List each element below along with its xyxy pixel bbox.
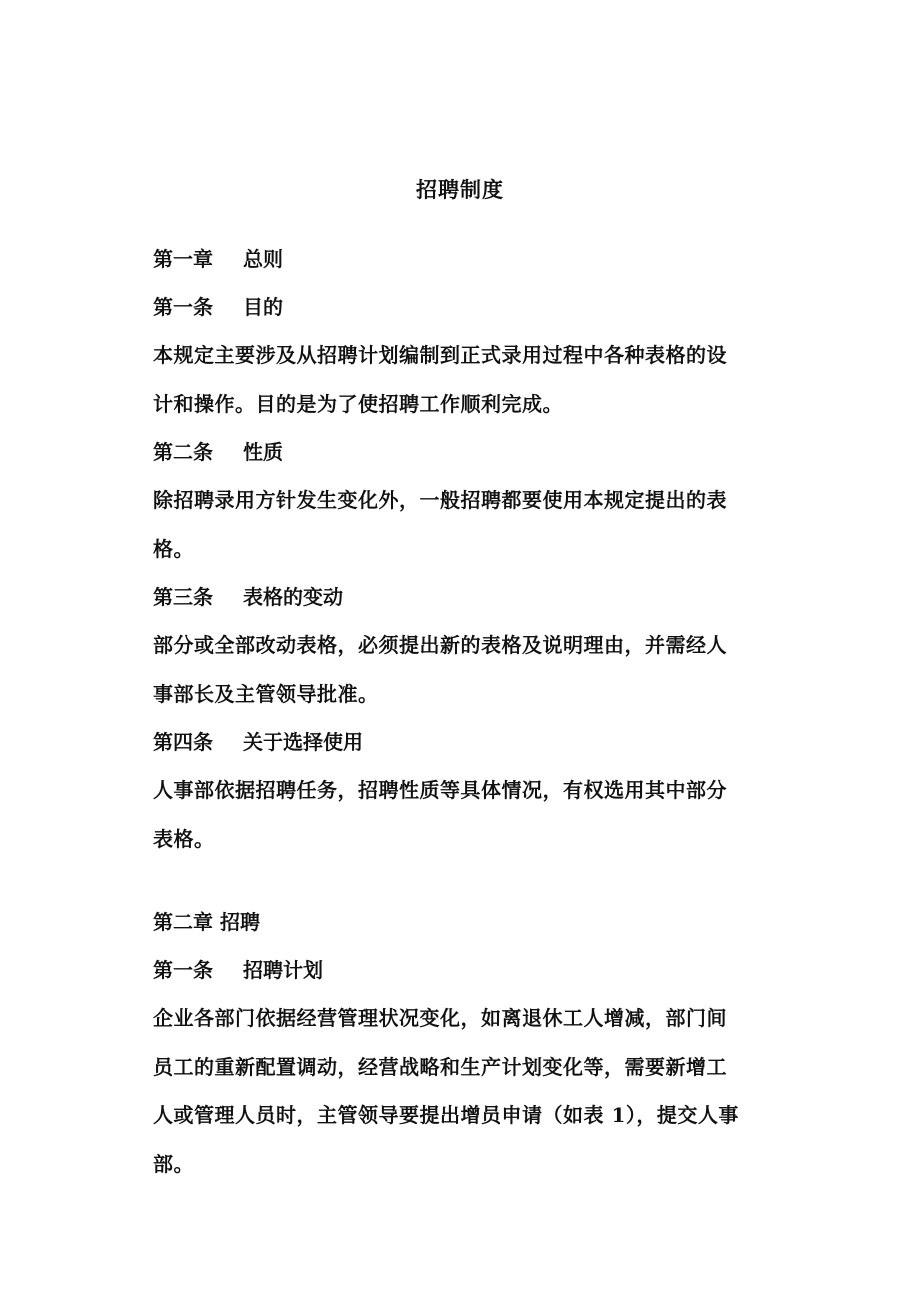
article-heading [153, 956, 323, 984]
paragraph-line: 企业各部门依据经营管理状况变化，如离退休工人增减，部门间 [153, 1006, 727, 1030]
article-number: 第二条 [153, 440, 213, 464]
chapter-1-heading [153, 245, 283, 273]
article-number: 第一条 [153, 958, 213, 982]
paragraph-line: 员工的重新配置调动，经营战略和生产计划变化等，需要新增工 [153, 1055, 727, 1079]
paragraph-line: 事部长及主管领导批准。 [153, 682, 379, 706]
paragraph-line: 格。 [153, 537, 194, 561]
article-heading [153, 438, 283, 466]
chapter-1-title: 总则 [243, 247, 283, 271]
paragraph-line: 除招聘录用方针发生变化外，一般招聘都要使用本规定提出的表 [153, 488, 727, 512]
article-number: 第四条 [153, 730, 213, 754]
article-title: 性质 [243, 440, 283, 464]
paragraph-line: 部分或全部改动表格，必须提出新的表格及说明理由，并需经人 [153, 633, 727, 657]
chapter-1-number: 第一章 [153, 247, 213, 271]
paragraph-line: 部。 [153, 1152, 194, 1176]
article-title: 招聘计划 [243, 958, 323, 982]
article-heading [153, 583, 343, 611]
article-title: 表格的变动 [243, 585, 343, 609]
article-number: 第一条 [153, 295, 213, 319]
document-title: 招聘制度 [416, 177, 504, 202]
article-heading [153, 293, 283, 321]
paragraph-line: 本规定主要涉及从招聘计划编制到正式录用过程中各种表格的设 [153, 343, 727, 367]
article-title: 目的 [243, 295, 283, 319]
article-title: 关于选择使用 [243, 730, 363, 754]
paragraph-line: 人或管理人员时，主管领导要提出增员申请（如表 1），提交人事 [153, 1103, 739, 1127]
paragraph-line: 计和操作。目的是为了使招聘工作顺利完成。 [153, 392, 563, 416]
paragraph-line: 人事部依据招聘任务，招聘性质等具体情况，有权选用其中部分 [153, 778, 727, 802]
article-number: 第三条 [153, 585, 213, 609]
paragraph-line: 表格。 [153, 827, 215, 851]
chapter-2-heading: 第二章 招聘 [153, 910, 260, 934]
article-heading [153, 728, 363, 756]
